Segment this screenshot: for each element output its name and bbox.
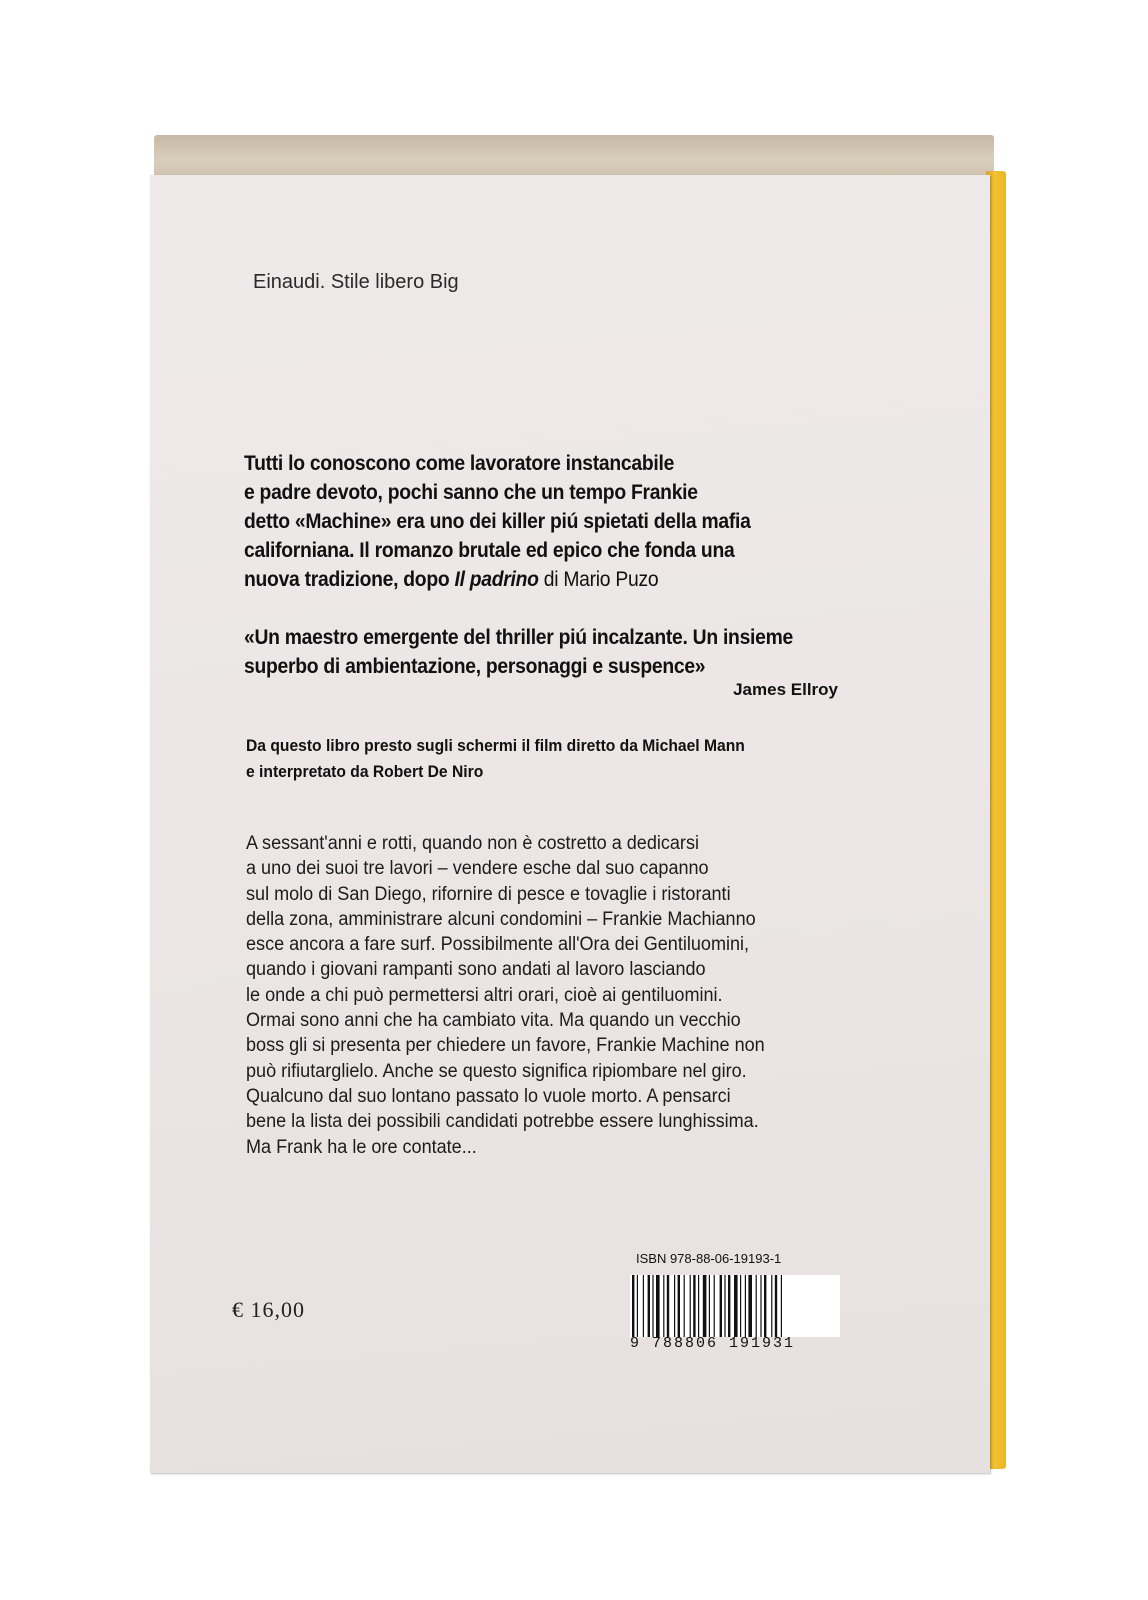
barcode-bar <box>637 1275 638 1337</box>
back-cover <box>150 175 990 1473</box>
book <box>150 135 1002 1475</box>
blurb-line <box>244 565 833 594</box>
barcode-bar <box>740 1275 741 1337</box>
barcode-bar <box>690 1275 691 1337</box>
barcode-bar <box>775 1275 777 1337</box>
synopsis-line: Ma Frank ha le ore contate... <box>246 1136 477 1158</box>
synopsis-line: le onde a chi può permettersi altri orari, cioè ai gentiluomini. <box>246 984 723 1006</box>
synopsis-line: Ormai sono anni che ha cambiato vita. Ma quando un vecchio <box>246 1010 741 1032</box>
barcode-bar <box>745 1275 746 1337</box>
barcode-bar <box>709 1275 710 1337</box>
synopsis-line: a uno dei suoi tre lavori – vendere esche dal suo capanno <box>246 858 709 880</box>
film-line: Da questo libro presto sugli schermi il film diretto da Michael Mann <box>246 736 745 755</box>
review-quote <box>244 623 851 681</box>
barcode-bar <box>656 1275 660 1337</box>
barcode-bar <box>678 1275 680 1337</box>
film-line: e interpretato da Robert De Niro <box>246 762 484 781</box>
barcode-bar <box>652 1275 653 1337</box>
barcode-bar <box>760 1275 761 1337</box>
isbn-label: ISBN 978-88-06-19193-1 <box>636 1251 782 1266</box>
blurb-line: detto «Machine» era uno dei killer piú spietati della mafia <box>244 510 751 533</box>
barcode-bar <box>643 1275 644 1337</box>
barcode-bar <box>756 1275 757 1337</box>
blurb-line: e padre devoto, pochi sanno che un tempo Frankie <box>244 481 698 504</box>
synopsis-line: bene la lista dei possibili candidati potrebbe essere lunghissima. <box>246 1111 759 1133</box>
barcode-bar <box>648 1275 650 1337</box>
barcode-bar <box>674 1275 675 1337</box>
barcode-bar <box>684 1275 685 1337</box>
barcode-bar <box>728 1275 730 1337</box>
blurb <box>244 449 833 594</box>
barcode-digits: 9 788806 191931 <box>630 1335 796 1352</box>
page-block-top <box>154 135 994 177</box>
barcode-bar <box>764 1275 766 1337</box>
blurb-line: californiana. Il romanzo brutale ed epico che fonda una <box>244 539 735 562</box>
synopsis-line: esce ancora a fare surf. Possibilmente all'Ora dei Gentiluomini, <box>246 934 750 956</box>
barcode-bar <box>734 1275 738 1337</box>
quote-line: superbo di ambientazione, personaggi e suspence» <box>244 655 706 678</box>
barcode-bar <box>714 1275 715 1337</box>
synopsis-line: quando i giovani rampanti sono andati al lavoro lasciando <box>246 959 706 981</box>
barcode-bar <box>632 1275 634 1337</box>
barcode-bar <box>693 1275 695 1337</box>
barcode-bar <box>703 1275 707 1337</box>
synopsis-line: può rifiutarglielo. Anche se questo significa ripiombare nel giro. <box>246 1060 747 1082</box>
film-note <box>246 733 844 785</box>
quote-line: «Un maestro emergente del thriller piú incalzante. Un insieme <box>244 626 793 649</box>
barcode-bar <box>771 1275 772 1337</box>
quote-author: James Ellroy <box>733 680 838 699</box>
blurb-text: di Mario Puzo <box>538 568 659 591</box>
barcode <box>630 1275 840 1337</box>
barcode-bar <box>698 1275 699 1337</box>
barcode-bar <box>781 1275 782 1337</box>
barcode-bar <box>720 1275 722 1337</box>
synopsis-line: boss gli si presenta per chiedere un favore, Frankie Machine non <box>246 1035 765 1057</box>
barcode-bar <box>663 1275 664 1337</box>
blurb-line: Tutti lo conoscono come lavoratore instancabile <box>244 452 675 475</box>
price: € 16,00 <box>232 1297 305 1322</box>
book-title-reference: Il padrino <box>454 568 539 591</box>
synopsis-line: della zona, amministrare alcuni condomini – Frankie Machianno <box>246 908 756 930</box>
blurb-text: nuova tradizione, dopo <box>244 568 455 591</box>
publisher-imprint: Einaudi. Stile libero Big <box>253 271 459 293</box>
synopsis-line: A sessant'anni e rotti, quando non è costretto a dedicarsi <box>246 833 699 854</box>
isbn-barcode-block <box>630 1251 840 1355</box>
synopsis-line: sul molo di San Diego, rifornire di pesce e tovaglie i ristoranti <box>246 883 731 905</box>
synopsis <box>246 831 873 1160</box>
barcode-bar <box>667 1275 669 1337</box>
synopsis-line: Qualcuno dal suo lontano passato lo vuole morto. A pensarci <box>246 1085 731 1107</box>
barcode-bar <box>748 1275 752 1337</box>
barcode-bar <box>724 1275 725 1337</box>
